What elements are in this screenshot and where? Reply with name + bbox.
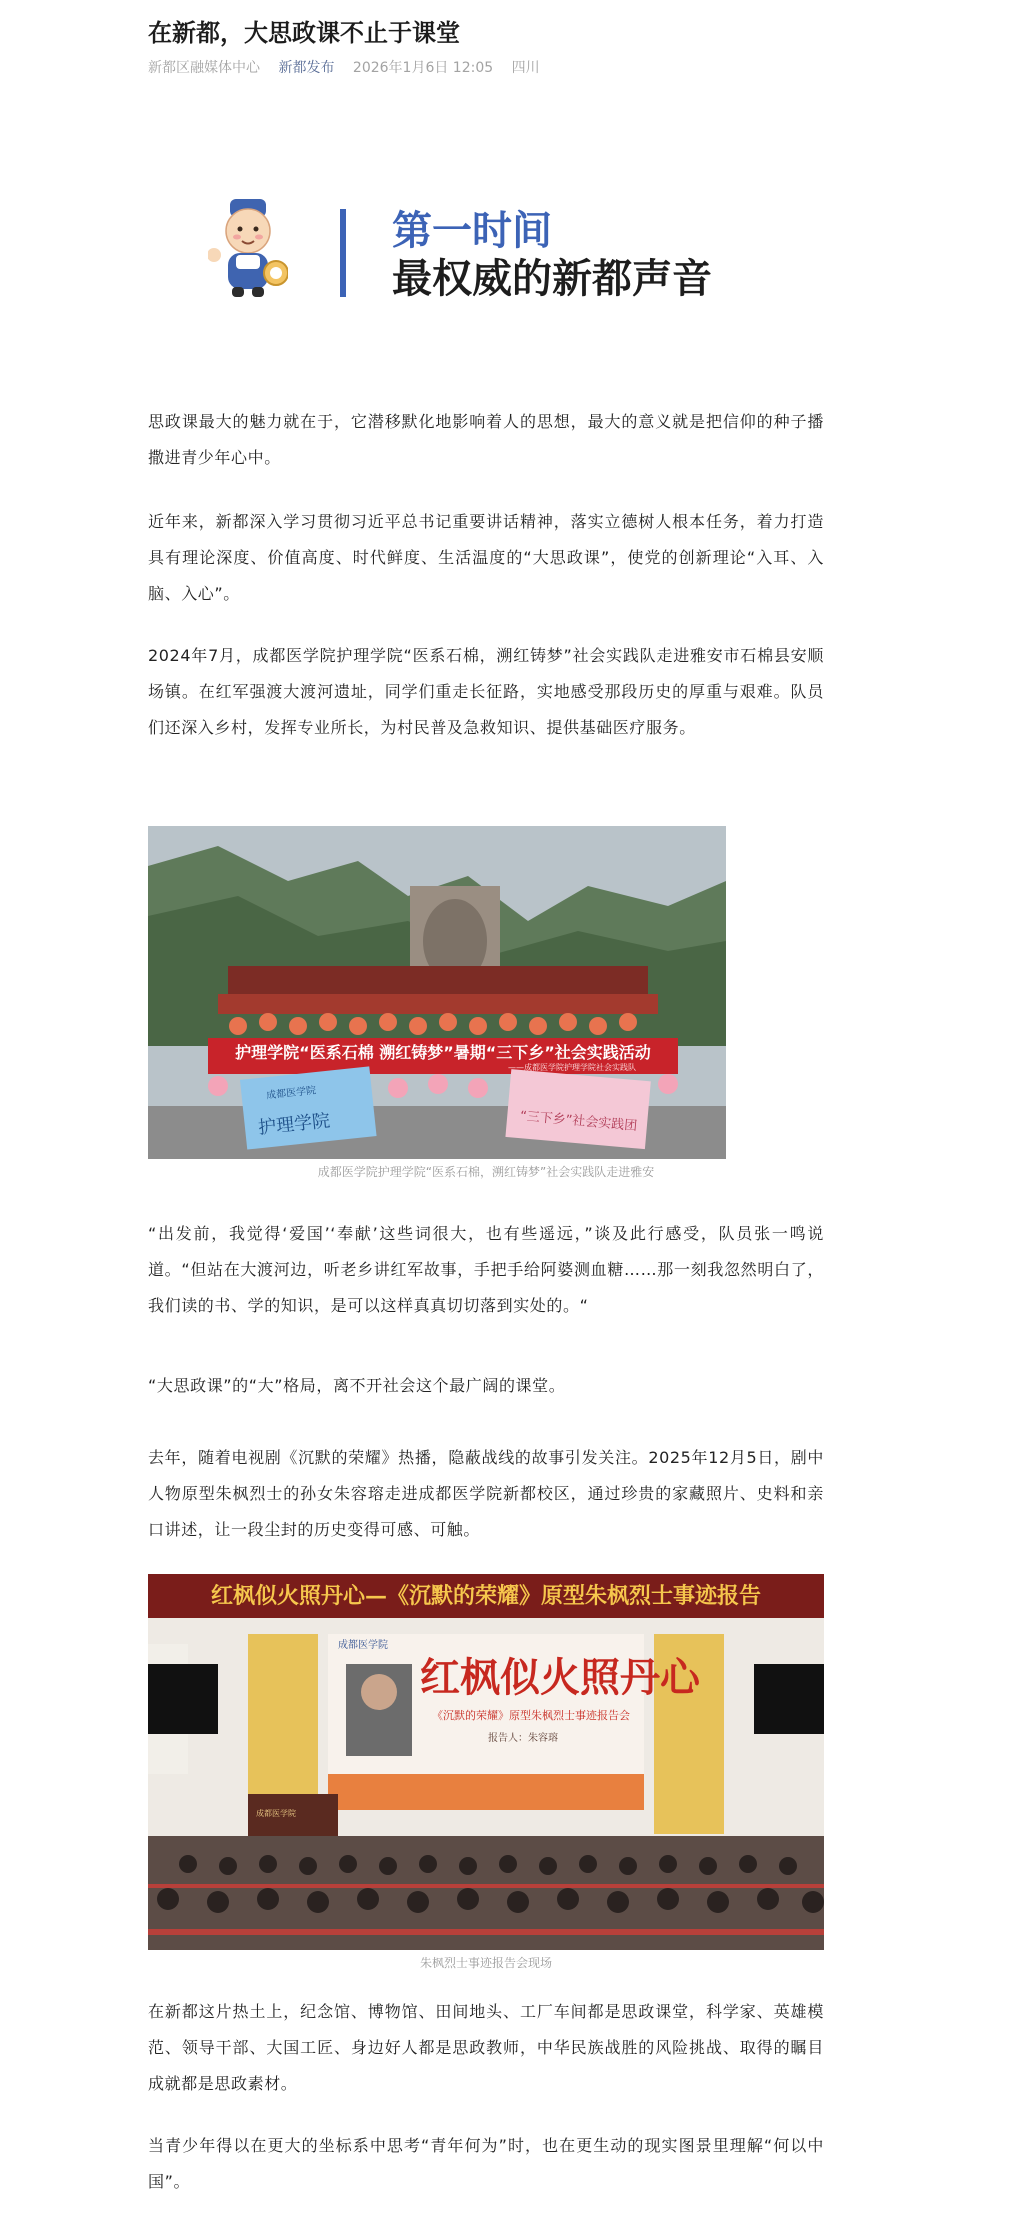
photo1-flag-left: 护理学院 [257, 1110, 332, 1139]
banner-divider [340, 209, 346, 297]
photo2-podium-label: 成都医学院 [256, 1809, 296, 1818]
paragraph-6: 去年，随着电视剧《沉默的荣耀》热播，隐蔽战线的故事引发关注。2025年12月5日，剧中人物原型朱枫烈士的孙女朱容瑢走进成都医学院新都校区，通过珍贵的家藏照片、史料和亲口讲述，让一段尘封的历史变得可感、可触。 [148, 1448, 824, 1539]
meta-location: 四川 [511, 60, 540, 76]
paragraph-4: “出发前，我觉得‘爱国’‘奉献’这些词很大，也有些遥远，”谈及此行感受，队员张一鸣说道。“但站在大渡河边，听老乡讲红军故事，手把手给阿婆测血糖……那一刻我忽然明白了，我们读的书、学的知识，是可以这样真真切切落到实处的。“ [148, 1224, 824, 1315]
paragraph-7: 在新都这片热土上，纪念馆、博物馆、田间地头、工厂车间都是思政课堂，科学家、英雄模范、领导干部、大国工匠、身边好人都是思政教师，中华民族战胜的风险挑战、取得的瞩目成就都是思政素材。 [148, 2002, 824, 2093]
meta-account-link[interactable]: 新都发布 [278, 60, 335, 76]
paragraph-5: “大思政课”的“大”格局，离不开社会这个最广阔的课堂。 [148, 1376, 566, 1395]
paragraph-2: 近年来，新都深入学习贯彻习近平总书记重要讲话精神，落实立德树人根本任务，着力打造具有理论深度、价值高度、时代鲜度、生活温度的“大思政课”，使党的创新理论“入耳、入脑、入心”。 [148, 512, 824, 603]
photo2-screen-title: 红枫似火照丹心 [420, 1654, 700, 1701]
header-banner [208, 195, 768, 315]
banner-line-1: 第一时间 [392, 207, 552, 254]
photo1-banner-text: 护理学院“医系石棉 溯红铸梦”暑期“三下乡”社会实践活动 [235, 1043, 651, 1062]
meta-datetime: 2026年1月6日 12:05 [352, 60, 494, 76]
photo2-caption: 朱枫烈士事迹报告会现场 [419, 1956, 552, 1970]
banner-line-2: 最权威的新都声音 [392, 255, 712, 302]
article-meta [148, 58, 554, 78]
photo2-screen-speaker: 报告人：朱容瑢 [488, 1733, 558, 1744]
lecture-hall-photo [148, 1574, 824, 1950]
photo-practice-team[interactable] [148, 826, 726, 1159]
photo2-screen-subtitle: 《沉默的荣耀》原型朱枫烈士事迹报告会 [432, 1709, 630, 1722]
photo-lecture-hall[interactable] [148, 1574, 824, 1950]
mascot-illustration [208, 195, 288, 300]
photo1-school-mark: 成都医学院 [265, 1085, 317, 1102]
photo1-banner-subtext: ——成都医学院护理学院社会实践队 [508, 1063, 636, 1072]
photo1-caption: 成都医学院护理学院“医系石棉，溯红铸梦”社会实践队走进雅安 [317, 1165, 655, 1179]
photo2-top-banner: 红枫似火照丹心—《沉默的荣耀》原型朱枫烈士事迹报告 [210, 1583, 761, 1609]
photo1-flag-right: “三下乡”社会实践团 [519, 1108, 638, 1135]
article-title: 在新都，大思政课不止于课堂 [148, 19, 460, 47]
meta-author: 新都区融媒体中心 [148, 60, 260, 76]
photo2-school-mark: 成都医学院 [338, 1640, 388, 1651]
practice-team-photo [148, 826, 726, 1159]
paragraph-8: 当青少年得以在更大的坐标系中思考“青年何为”时，也在更生动的现实图景里理解“何以中国”。 [148, 2136, 824, 2191]
paragraph-1: 思政课最大的魅力就在于，它潜移默化地影响着人的思想，最大的意义就是把信仰的种子播撒进青少年心中。 [148, 412, 824, 467]
paragraph-3: 2024年7月，成都医学院护理学院“医系石棉，溯红铸梦”社会实践队走进雅安市石棉县安顺场镇。在红军强渡大渡河遗址，同学们重走长征路，实地感受那段历史的厚重与艰难。队员们还深入乡村，发挥专业所长，为村民普及急救知识、提供基础医疗服务。 [148, 646, 824, 737]
